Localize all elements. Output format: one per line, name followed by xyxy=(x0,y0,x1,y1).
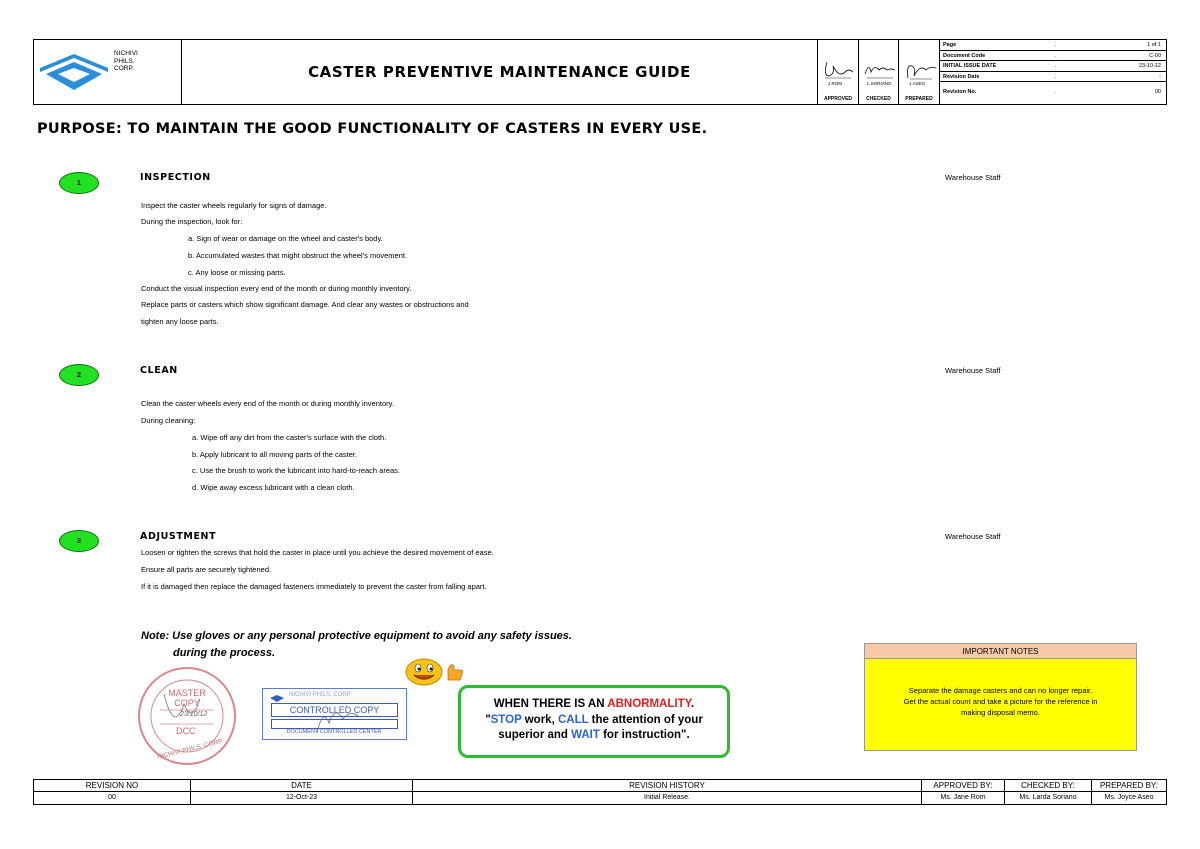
column-value: Initial Release. xyxy=(644,794,690,801)
info-value: 23-10-12 xyxy=(1138,63,1161,70)
info-sep: . xyxy=(1055,89,1057,96)
info-sep: . xyxy=(1055,63,1057,70)
instruction-subitem: c. Any loose or missing parts. xyxy=(188,268,286,277)
approved-caption: APPROVED xyxy=(823,96,853,102)
callout-highlight: ABNORMALITY xyxy=(607,698,691,710)
master-copy-stamp xyxy=(134,664,240,768)
instruction-line: During cleaning: xyxy=(141,416,196,425)
stamp-line: DCC xyxy=(176,726,196,736)
column-header: PREPARED BY: xyxy=(1092,780,1166,792)
stamp-handwritten-date: 23/10/12 xyxy=(180,711,208,718)
instruction-line: Conduct the visual inspection every end of the month or during monthly inventory. xyxy=(141,284,412,293)
info-row xyxy=(940,82,1167,103)
stamp-line: CONTROLLED COPY xyxy=(271,703,398,717)
prepared-caption: PREPARED xyxy=(905,96,933,102)
instruction-subitem: c. Use the brush to work the lubricant into hard-to-reach areas. xyxy=(192,466,401,475)
signature-icon xyxy=(861,58,897,82)
callout-highlight: CALL xyxy=(557,713,589,726)
step-title: CLEAN xyxy=(140,365,178,376)
safety-note-line: Note: Use gloves or any personal protective equipment to avoid any safety issues. xyxy=(141,630,572,642)
signature-icon xyxy=(902,58,938,82)
checked-by-column xyxy=(1005,780,1092,804)
stamp-text xyxy=(166,688,208,708)
column-header: REVISION NO xyxy=(34,780,190,792)
abnormality-callout xyxy=(458,685,730,758)
column-header: REVISION HISTORY xyxy=(413,780,921,792)
info-row xyxy=(940,72,1167,83)
info-key: Revision Date xyxy=(943,73,980,80)
revision-history-column xyxy=(413,780,922,804)
signature-icon xyxy=(313,699,373,739)
document-header xyxy=(33,39,1167,105)
document-title: CASTER PREVENTIVE MAINTENANCE GUIDE xyxy=(308,63,691,81)
checked-caption: CHECKED xyxy=(866,96,891,102)
instruction-subitem: d. Wipe away excess lubricant with a clean cloth. xyxy=(192,483,355,492)
important-notes-box xyxy=(864,643,1137,751)
company-name-line: NICHIVI xyxy=(114,50,138,57)
step-title: ADJUSTMENT xyxy=(140,531,217,542)
signature-name: L.SORIANO xyxy=(867,81,892,86)
abnormality-line-2 xyxy=(461,713,727,729)
company-name-line: CORP. xyxy=(114,65,134,72)
column-header: CHECKED BY: xyxy=(1005,780,1091,792)
instruction-subitem: b. Accumulated wastes that might obstruct the wheel's movement. xyxy=(188,251,408,260)
responsible-party: Warehouse Staff xyxy=(945,366,1001,375)
step-number-badge: 2 xyxy=(59,364,99,386)
important-notes-title: IMPORTANT NOTES xyxy=(865,644,1136,659)
instruction-subitem: a. Wipe off any dirt from the caster's surface with the cloth. xyxy=(192,433,387,442)
callout-text: . xyxy=(691,698,695,710)
approved-signature-cell xyxy=(818,40,859,104)
document-info-table xyxy=(940,40,1167,104)
stamp-line: COPY xyxy=(174,698,200,708)
info-value: - xyxy=(1159,73,1161,80)
important-note-line: making disposal memo. xyxy=(961,708,1040,717)
checked-signature-cell xyxy=(859,40,899,104)
company-name xyxy=(114,50,138,73)
signature-name: J.ASEO xyxy=(909,81,926,86)
info-value: 1 of 1 xyxy=(1147,42,1161,48)
info-key: Page xyxy=(943,42,957,48)
prepared-signature-cell xyxy=(899,40,940,104)
safety-note xyxy=(141,628,572,662)
stamp-line: DOCUMENT CONTROLLED CENTER xyxy=(286,729,382,735)
info-key: Document Code xyxy=(943,52,986,59)
safety-note-line: during the process. xyxy=(173,647,276,659)
info-key: INITIAL ISSUE DATE xyxy=(943,63,997,70)
instruction-subitem: b. Apply lubricant to all moving parts of the caster. xyxy=(192,450,358,459)
responsible-party: Warehouse Staff xyxy=(945,532,1001,541)
step-number-badge: 1 xyxy=(59,172,99,194)
column-header: DATE xyxy=(191,780,412,792)
approved-by-column xyxy=(922,780,1005,804)
signature-icon xyxy=(821,58,857,82)
date-column xyxy=(191,780,413,804)
smiley-thumbs-up-icon xyxy=(404,658,466,686)
step-title: INSPECTION xyxy=(140,172,211,183)
controlled-copy-stamp xyxy=(262,688,407,740)
stamp-line: NICHIVI PHILS. CORP xyxy=(289,692,351,698)
instruction-line: During the inspection, look for: xyxy=(141,217,243,226)
callout-text: " xyxy=(485,713,491,726)
abnormality-line-1 xyxy=(461,697,727,713)
callout-highlight: WAIT xyxy=(571,729,600,741)
callout-text: the attention of your xyxy=(588,713,703,726)
info-sep: . xyxy=(1055,52,1057,59)
revision-no-column xyxy=(34,780,191,804)
stamp-line: MASTER xyxy=(168,688,206,698)
info-row xyxy=(940,51,1167,62)
column-value: 00 xyxy=(108,794,116,801)
instruction-line: Inspect the caster wheels regularly for signs of damage. xyxy=(141,201,327,210)
info-sep: . xyxy=(1055,42,1057,48)
instruction-line: Loosen or tighten the screws that hold the caster in place until you achieve the desired movement of ease. xyxy=(141,548,494,557)
important-note-line: Get the actual count and take a picture for the reference in xyxy=(903,697,1098,706)
instruction-line: Ensure all parts are securely tightened. xyxy=(141,565,272,574)
abnormality-line-3 xyxy=(461,728,727,744)
important-note-line: Separate the damage casters and can no longer repair. xyxy=(908,686,1093,695)
responsible-party: Warehouse Staff xyxy=(945,173,1001,182)
company-logo-cell xyxy=(34,40,182,104)
instruction-line: Replace parts or casters which show significant damage. And clear any wastes or obstructions and xyxy=(141,300,469,309)
info-row xyxy=(940,40,1167,51)
prepared-by-column xyxy=(1092,780,1166,804)
important-notes-body xyxy=(865,659,1136,718)
callout-text: work, xyxy=(521,713,558,726)
callout-text: WHEN THERE IS AN xyxy=(493,698,608,710)
company-name-line: PHILS. xyxy=(114,57,135,65)
column-value: 12-Oct-23 xyxy=(285,794,318,801)
info-key: Revision No. xyxy=(943,89,977,96)
column-value: Ms. Jane Rom xyxy=(940,794,986,801)
info-value: C-00 xyxy=(1149,52,1161,59)
info-value: 00 xyxy=(1154,89,1161,96)
purpose-heading: PURPOSE: TO MAINTAIN THE GOOD FUNCTIONALITY OF CASTERS IN EVERY USE. xyxy=(37,121,708,137)
revision-table xyxy=(33,779,1167,805)
info-sep: . xyxy=(1055,73,1057,80)
instruction-subitem: a. Sign of wear or damage on the wheel and caster's body. xyxy=(188,234,383,243)
callout-highlight: STOP xyxy=(490,713,522,726)
column-value: Ms. Larda Soriano xyxy=(1019,794,1077,801)
step-number-badge: 3 xyxy=(59,530,99,552)
stamp-line: NICHIVI PHILS. CORP xyxy=(156,738,224,761)
company-logo-icon xyxy=(36,46,112,98)
info-row xyxy=(940,61,1167,72)
signature-name: J.ROM xyxy=(828,81,842,86)
instruction-line: Clean the caster wheels every end of the month or during monthly inventory. xyxy=(141,399,394,408)
instruction-line: tighten any loose parts. xyxy=(141,317,219,326)
stamp-logo-icon xyxy=(269,694,285,703)
title-cell xyxy=(182,40,818,104)
column-header: APPROVED BY: xyxy=(922,780,1004,792)
instruction-line: If it is damaged then replace the damaged fasteners immediately to prevent the caster from falling apart. xyxy=(141,582,487,591)
callout-text: superior and xyxy=(498,729,572,741)
column-value: Ms. Joyce Aseo xyxy=(1104,794,1154,801)
callout-text: for instruction". xyxy=(599,729,690,741)
